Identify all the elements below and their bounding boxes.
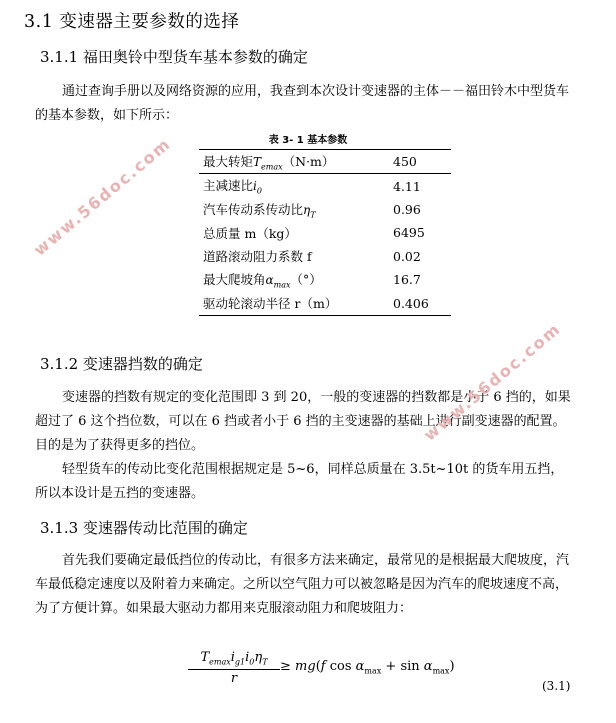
ratio-range-paragraph: 首先我们要确定最低挡位的传动比，有很多方法来确定，最常见的是根据最大爬坡度，汽车最低稳定速度以及附着力来确定。之所以空气阻力可以被忽略是因为汽车的爬坡速度不高，为了方便计算。如果最大驱动力都用来克服滚动阻力和爬坡阻力： — [35, 553, 570, 616]
param-symbol: $i_0$ — [253, 179, 262, 196]
param-value: 0.02 — [393, 248, 421, 264]
equation-rhs: ≥ mg(f $\cos \alpha_{max} + \sin \alpha_{max}$) — [280, 659, 455, 676]
table-row — [199, 174, 451, 198]
watermark-left: www.56doc.com — [30, 133, 175, 260]
param-value: 0.406 — [393, 291, 451, 315]
param-value: 0.96 — [393, 201, 421, 217]
param-name: 总质量 m（kg） — [203, 225, 297, 241]
param-name: 主减速比$i_0$ — [203, 178, 262, 196]
param-name: 最大爬坡角$\alpha_{max}(^\circ)$ — [203, 271, 322, 290]
watermark-right: www.56doc.com — [420, 318, 565, 445]
param-name: 驱动轮滚动半径 r（m） — [199, 291, 393, 315]
table-row — [199, 198, 451, 221]
param-value: 4.11 — [393, 178, 421, 194]
equation-number: (3.1) — [542, 679, 571, 693]
param-name: 道路滚动阻力系数 f — [203, 249, 312, 265]
param-name: 汽车传动系传动比$\eta_T$ — [203, 201, 316, 220]
equation-fraction — [188, 650, 280, 686]
equation-denominator: r — [230, 670, 238, 686]
table-row — [199, 291, 451, 315]
table-row — [199, 245, 451, 268]
table-row — [199, 268, 451, 291]
table-caption: 表 3- 1 基本参数 — [268, 135, 348, 146]
param-value: 16.7 — [393, 272, 421, 288]
param-symbol: $\alpha_{max}$ — [265, 272, 291, 290]
subsection-title-3-1-1: 3.1.1 福田奥铃中型货车基本参数的确定 — [40, 48, 308, 66]
param-name: 最大转矩$T_{emax}(N\cdot m)$ — [199, 150, 393, 174]
parameter-table — [199, 149, 451, 316]
section-title: 3.1 变速器主要参数的选择 — [24, 12, 240, 32]
param-value: 6495 — [393, 225, 425, 241]
param-symbol: $\eta_T$ — [303, 202, 316, 220]
gear-range-paragraph: 轻型货车的传动比变化范围根据规定是 5~6，同样总质量在 3.5t~10t 的货车用五挡，所以本设计是五挡的变速器。 — [35, 462, 564, 501]
equation-numerator: $T_{emax}i_{g1}i_0\eta_T$ — [188, 650, 280, 670]
param-symbol: $T_{emax}$ — [253, 155, 283, 172]
gear-count-paragraph: 变速器的挡数有规定的变化范围即 3 到 20，一般的变速器的挡数都是小于 6 挡的，如果超过了 6 这个挡位数，可以在 6 挡或者小于 6 挡的主变速器的基础上进行副变速器的配置。目的是为了获得更多的挡位。 — [35, 390, 571, 453]
table-row — [199, 150, 451, 174]
intro-paragraph: 通过查询手册以及网络资源的应用，我查到本次设计变速器的主体－－福田铃木中型货车的基本参数，如下所示： — [35, 84, 570, 123]
subsection-title-3-1-2: 3.1.2 变速器挡数的确定 — [40, 355, 203, 373]
table-row — [199, 221, 451, 244]
param-value: 450 — [393, 150, 451, 174]
subsection-title-3-1-3: 3.1.3 变速器传动比范围的确定 — [40, 519, 248, 537]
